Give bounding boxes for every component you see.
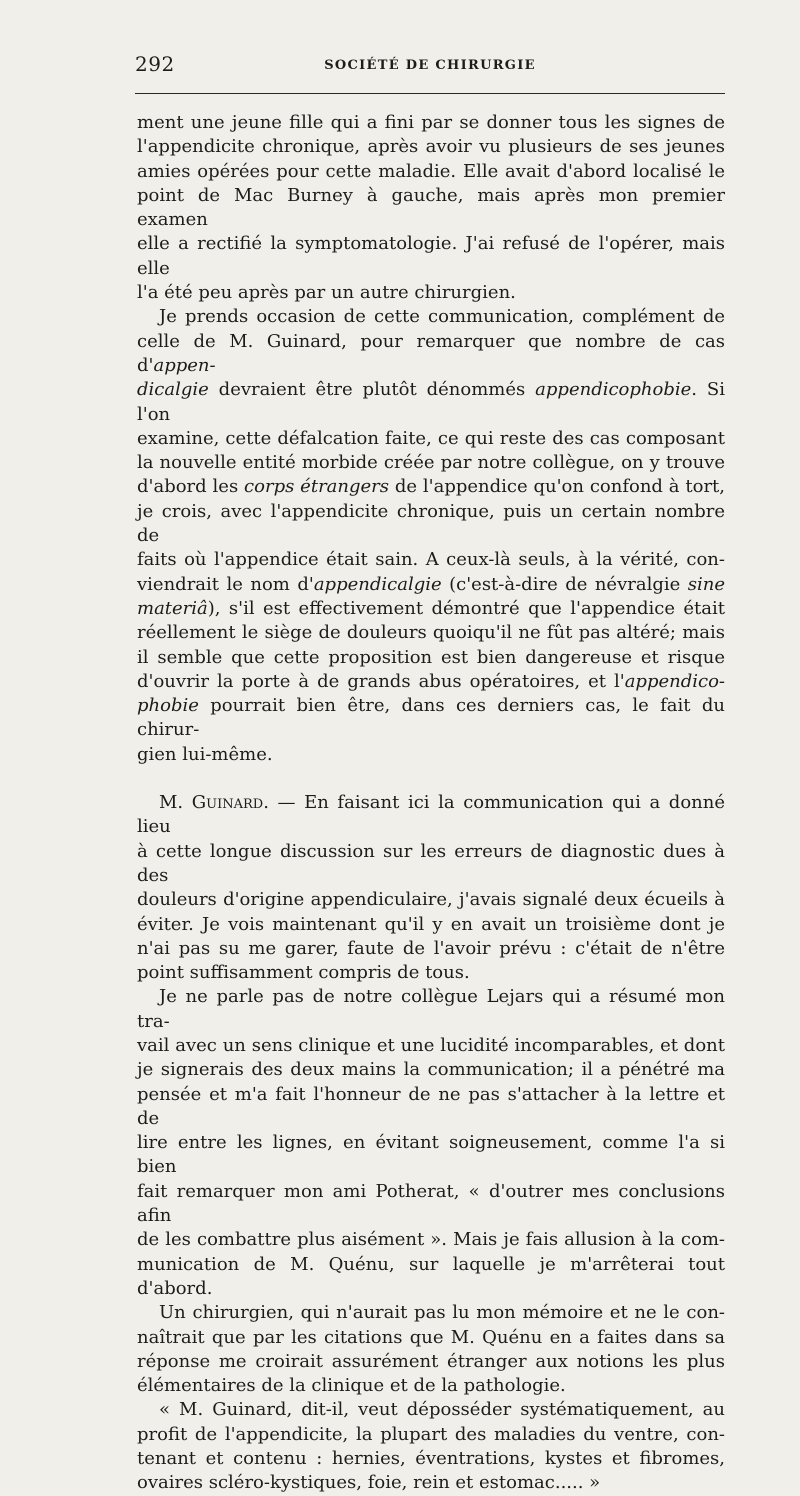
italic-term: appendico- bbox=[624, 670, 725, 692]
text-line: munication de M. Quénu, sur laquelle je m'arrêterai tout d'abord. bbox=[137, 1253, 725, 1299]
text-line: pensée et m'a fait l'honneur de ne pas s'attacher à la lettre et de bbox=[137, 1083, 725, 1129]
text-line: la nouvelle entité morbide créée par notre collègue, on y trouve bbox=[137, 452, 725, 474]
text-line: d'ouvrir la porte à de grands abus opératoires, et l'appendico- bbox=[137, 670, 725, 692]
text-line: amies opérées pour cette maladie. Elle avait d'abord localisé le bbox=[137, 160, 725, 182]
text-line: naîtrait que par les citations que M. Quénu en a faites dans sa bbox=[137, 1326, 725, 1348]
text-line: l'appendicite chronique, après avoir vu plusieurs de ses jeunes bbox=[137, 136, 725, 158]
text-line: ment une jeune fille qui a fini par se donner tous les signes de bbox=[137, 112, 725, 133]
text-line: Un chirurgien, qui n'aurait pas lu mon mémoire et ne le con- bbox=[159, 1302, 725, 1324]
text-line: vail avec un sens clinique et une lucidité incomparables, et dont bbox=[137, 1034, 725, 1056]
italic-term: corps étrangers bbox=[244, 476, 390, 498]
text-line: viendrait le nom d'appendicalgie (c'est-à-dire de névralgie sine bbox=[137, 573, 726, 595]
text-line: je crois, avec l'appendicite chronique, puis un certain nombre de bbox=[137, 500, 725, 547]
italic-term: appendicophobie bbox=[535, 379, 692, 401]
text-line: celle de M. Guinard, pour remarquer que nombre de cas d'appen- bbox=[137, 330, 725, 376]
text-line: tenant et contenu : hernies, éventrations, kystes et fibromes, bbox=[137, 1448, 725, 1470]
text-line: phobie pourrait bien être, dans ces derniers cas, le fait du chirur- bbox=[137, 695, 725, 741]
small-caps-name: Guinard bbox=[191, 792, 264, 814]
text-line: je signerais des deux mains la communication; il a pénétré ma bbox=[137, 1059, 725, 1081]
text-line: Je ne parle pas de notre collègue Lejars qui a résumé mon tra- bbox=[137, 986, 725, 1032]
text-line: profit de l'appendicite, la plupart des maladies du ventre, con- bbox=[137, 1423, 725, 1445]
text-line: douleurs d'origine appendiculaire, j'avais signalé deux écueils à bbox=[137, 889, 725, 911]
text-line: gien lui-même. bbox=[137, 743, 273, 765]
text-line: n'ai pas su me garer, faute de l'avoir prévu : c'était de n'être bbox=[137, 937, 725, 959]
running-head bbox=[135, 52, 725, 82]
text-line: l'a été peu après par un autre chirurgien. bbox=[137, 282, 516, 304]
text-line: réellement le siège de douleurs quoiqu'il ne fût pas altéré; mais bbox=[137, 622, 725, 644]
body-text bbox=[137, 111, 725, 1496]
text-line: faits où l'appendice était sain. A ceux-là seuls, à la vérité, con- bbox=[137, 549, 725, 571]
text-line: Je prends occasion de cette communication, complément de bbox=[159, 306, 725, 328]
page-number: 292 bbox=[135, 52, 175, 76]
text-line: réponse me croirait assurément étranger aux notions les plus bbox=[137, 1350, 725, 1372]
italic-term: appen- bbox=[153, 354, 216, 376]
text-line: dicalgie devraient être plutôt dénommés appendicophobie. Si l'on bbox=[137, 379, 725, 425]
text-line: materiâ), s'il est effectivement démontré que l'appendice était bbox=[137, 597, 725, 619]
text-line: lire entre les lignes, en évitant soigneusement, comme l'a si bien bbox=[137, 1132, 725, 1178]
text-line: éviter. Je vois maintenant qu'il y en avait un troisième dont je bbox=[137, 913, 725, 935]
running-title: SOCIÉTÉ DE CHIRURGIE bbox=[324, 58, 536, 73]
text-line: M. Guinard. — En faisant ici la communication qui a donné lieu bbox=[137, 792, 726, 838]
text-line: « M. Guinard, dit-il, veut déposséder systématiquement, au bbox=[159, 1399, 725, 1421]
text-line: elle a rectifié la symptomatologie. J'ai refusé de l'opérer, mais elle bbox=[137, 233, 725, 279]
italic-term: sine bbox=[687, 573, 726, 595]
text-line: point de Mac Burney à gauche, mais après mon premier examen bbox=[137, 184, 725, 231]
text-line: à cette longue discussion sur les erreurs de diagnostic dues à des bbox=[137, 840, 725, 886]
header-rule bbox=[135, 93, 725, 94]
text-line: ovaires scléro-kystiques, foie, rein et estomac..... » bbox=[137, 1472, 601, 1494]
italic-term: materiâ bbox=[137, 597, 208, 619]
italic-term: phobie bbox=[137, 695, 199, 717]
italic-term: appendicalgie bbox=[313, 573, 442, 595]
text-line: d'abord les corps étrangers de l'appendice qu'on confond à tort, bbox=[137, 476, 725, 498]
italic-term: dicalgie bbox=[137, 379, 209, 401]
text-line: examine, cette défalcation faite, ce qui reste des cas composant bbox=[137, 427, 725, 449]
text-line: point suffisamment compris de tous. bbox=[137, 962, 470, 984]
text-line: élémentaires de la clinique et de la pathologie. bbox=[137, 1375, 566, 1397]
text-line: fait remarquer mon ami Potherat, « d'outrer mes conclusions afin bbox=[137, 1180, 725, 1227]
text-line: il semble que cette proposition est bien dangereuse et risque bbox=[137, 646, 725, 668]
text-line: de les combattre plus aisément ». Mais je fais allusion à la com- bbox=[137, 1229, 725, 1251]
